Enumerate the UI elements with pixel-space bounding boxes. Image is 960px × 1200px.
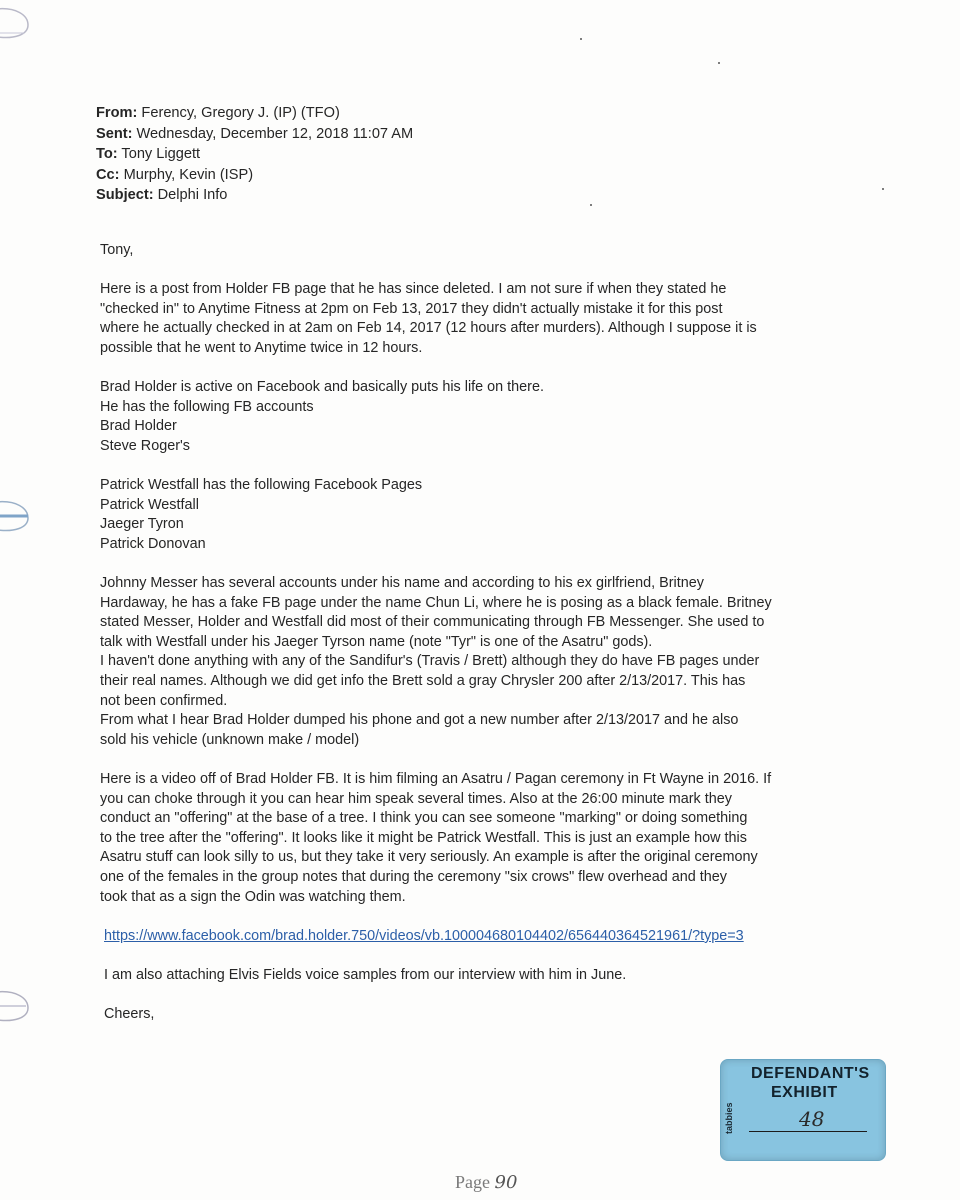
cc-row: Cc: Murphy, Kevin (ISP) [96, 166, 254, 183]
sticker-subtitle: EXHIBIT [771, 1084, 838, 1101]
sticker-brand: tabbies [724, 1102, 734, 1134]
from-row: From: Ferency, Gregory J. (IP) (TFO) [96, 105, 340, 121]
sent-row: Sent: Wednesday, December 12, 2018 11:07 AM [96, 125, 414, 142]
to-value: Tony Liggett [121, 146, 201, 162]
scan-speck [718, 62, 720, 64]
paragraph-messer-accounts: Johnny Messer has several accounts under his name and according to his ex girlfriend, Britney Hardaway, he has a fake FB page under the name Chun Li, where he is posing as a black female. Britney stated Messer, Holder and Westfall did most of their communicating through FB Messenger. She used to talk with Westfall under his Jaeger Tyrson name (note "Tyr" is one of the Asatru" gods). I haven't done anything with any of the Sandifur's (Travis / Brett) although they do have FB pages under their real names. Although we did get info the Brett sold a gray Chrysler 200 after 2/13/2017. This has not been confirmed. From what I hear Brad Holder dumped his phone and got a new number after 2/13/2017 and he also sold his vehicle (unknown make / model) [100, 575, 772, 748]
to-row: To: Tony Liggett [96, 146, 201, 162]
email-header [96, 103, 413, 206]
exhibit-number-line [749, 1131, 867, 1132]
sent-value: Wednesday, December 12, 2018 11:07 AM [136, 125, 414, 142]
cc-value: Murphy, Kevin (ISP) [123, 166, 254, 183]
scan-speck [882, 188, 884, 190]
subject-row: Subject: Delphi Info [96, 187, 228, 203]
page-number: Page 90 [455, 1172, 518, 1193]
defendant-exhibit-sticker [720, 1059, 886, 1161]
scan-speck [590, 204, 592, 206]
subject-value: Delphi Info [157, 187, 228, 203]
punch-hole-icon [0, 3, 38, 43]
from-value: Ferency, Gregory J. (IP) (TFO) [141, 105, 340, 121]
greeting: Tony, [100, 242, 134, 258]
scan-speck [580, 38, 582, 40]
sticker-title: DEFENDANT'S [751, 1065, 870, 1082]
paragraph-anytime-fitness: Here is a post from Holder FB page that he has since deleted. I am not sure if when they stated he "checked in" to Anytime Fitness at 2pm on Feb 13, 2017 they didn't actually mistake it for this post where he actually checked in at 2am on Feb 14, 2017 (12 hours after murders). Although I suppose it is possible that he went to Anytime twice in 12 hours. [100, 281, 757, 356]
closing: Cheers, [104, 1006, 155, 1023]
paragraph-westfall-pages: Patrick Westfall has the following Facebook Pages Patrick Westfall Jaeger Tyron Patrick Donovan [100, 477, 423, 552]
email-body [100, 241, 800, 1025]
page-number-value: 90 [494, 1172, 518, 1193]
paragraph-video: Here is a video off of Brad Holder FB. It is him filming an Asatru / Pagan ceremony in Ft Wayne in 2016. If you can choke through it you can hear him speak several times. Also at the 26:00 minute mark they conduct an "offering" at the base of a tree. I think you can see someone "marking" or doing something to the tree after the "offering". It looks like it might be Patrick Westfall. This is just an example how this Asatru stuff can look silly to us, but they take it very seriously. An example is after the original ceremony one of the females in the group notes that during the ceremony "six crows" flew overhead and they took that as a sign the Odin was watching them. [100, 771, 772, 905]
exhibit-number: 48 [799, 1107, 825, 1131]
paragraph-holder-accounts: Brad Holder is active on Facebook and basically puts his life on there. He has the following FB accounts Brad Holder Steve Roger's [100, 379, 544, 454]
facebook-video-link[interactable]: https://www.facebook.com/brad.holder.750/videos/vb.100004680104402/656440364521961/?type=3 [104, 927, 744, 944]
punch-hole-icon [0, 986, 38, 1026]
punch-hole-icon [0, 496, 38, 536]
paragraph-attachment: I am also attaching Elvis Fields voice samples from our interview with him in June. [104, 966, 627, 983]
